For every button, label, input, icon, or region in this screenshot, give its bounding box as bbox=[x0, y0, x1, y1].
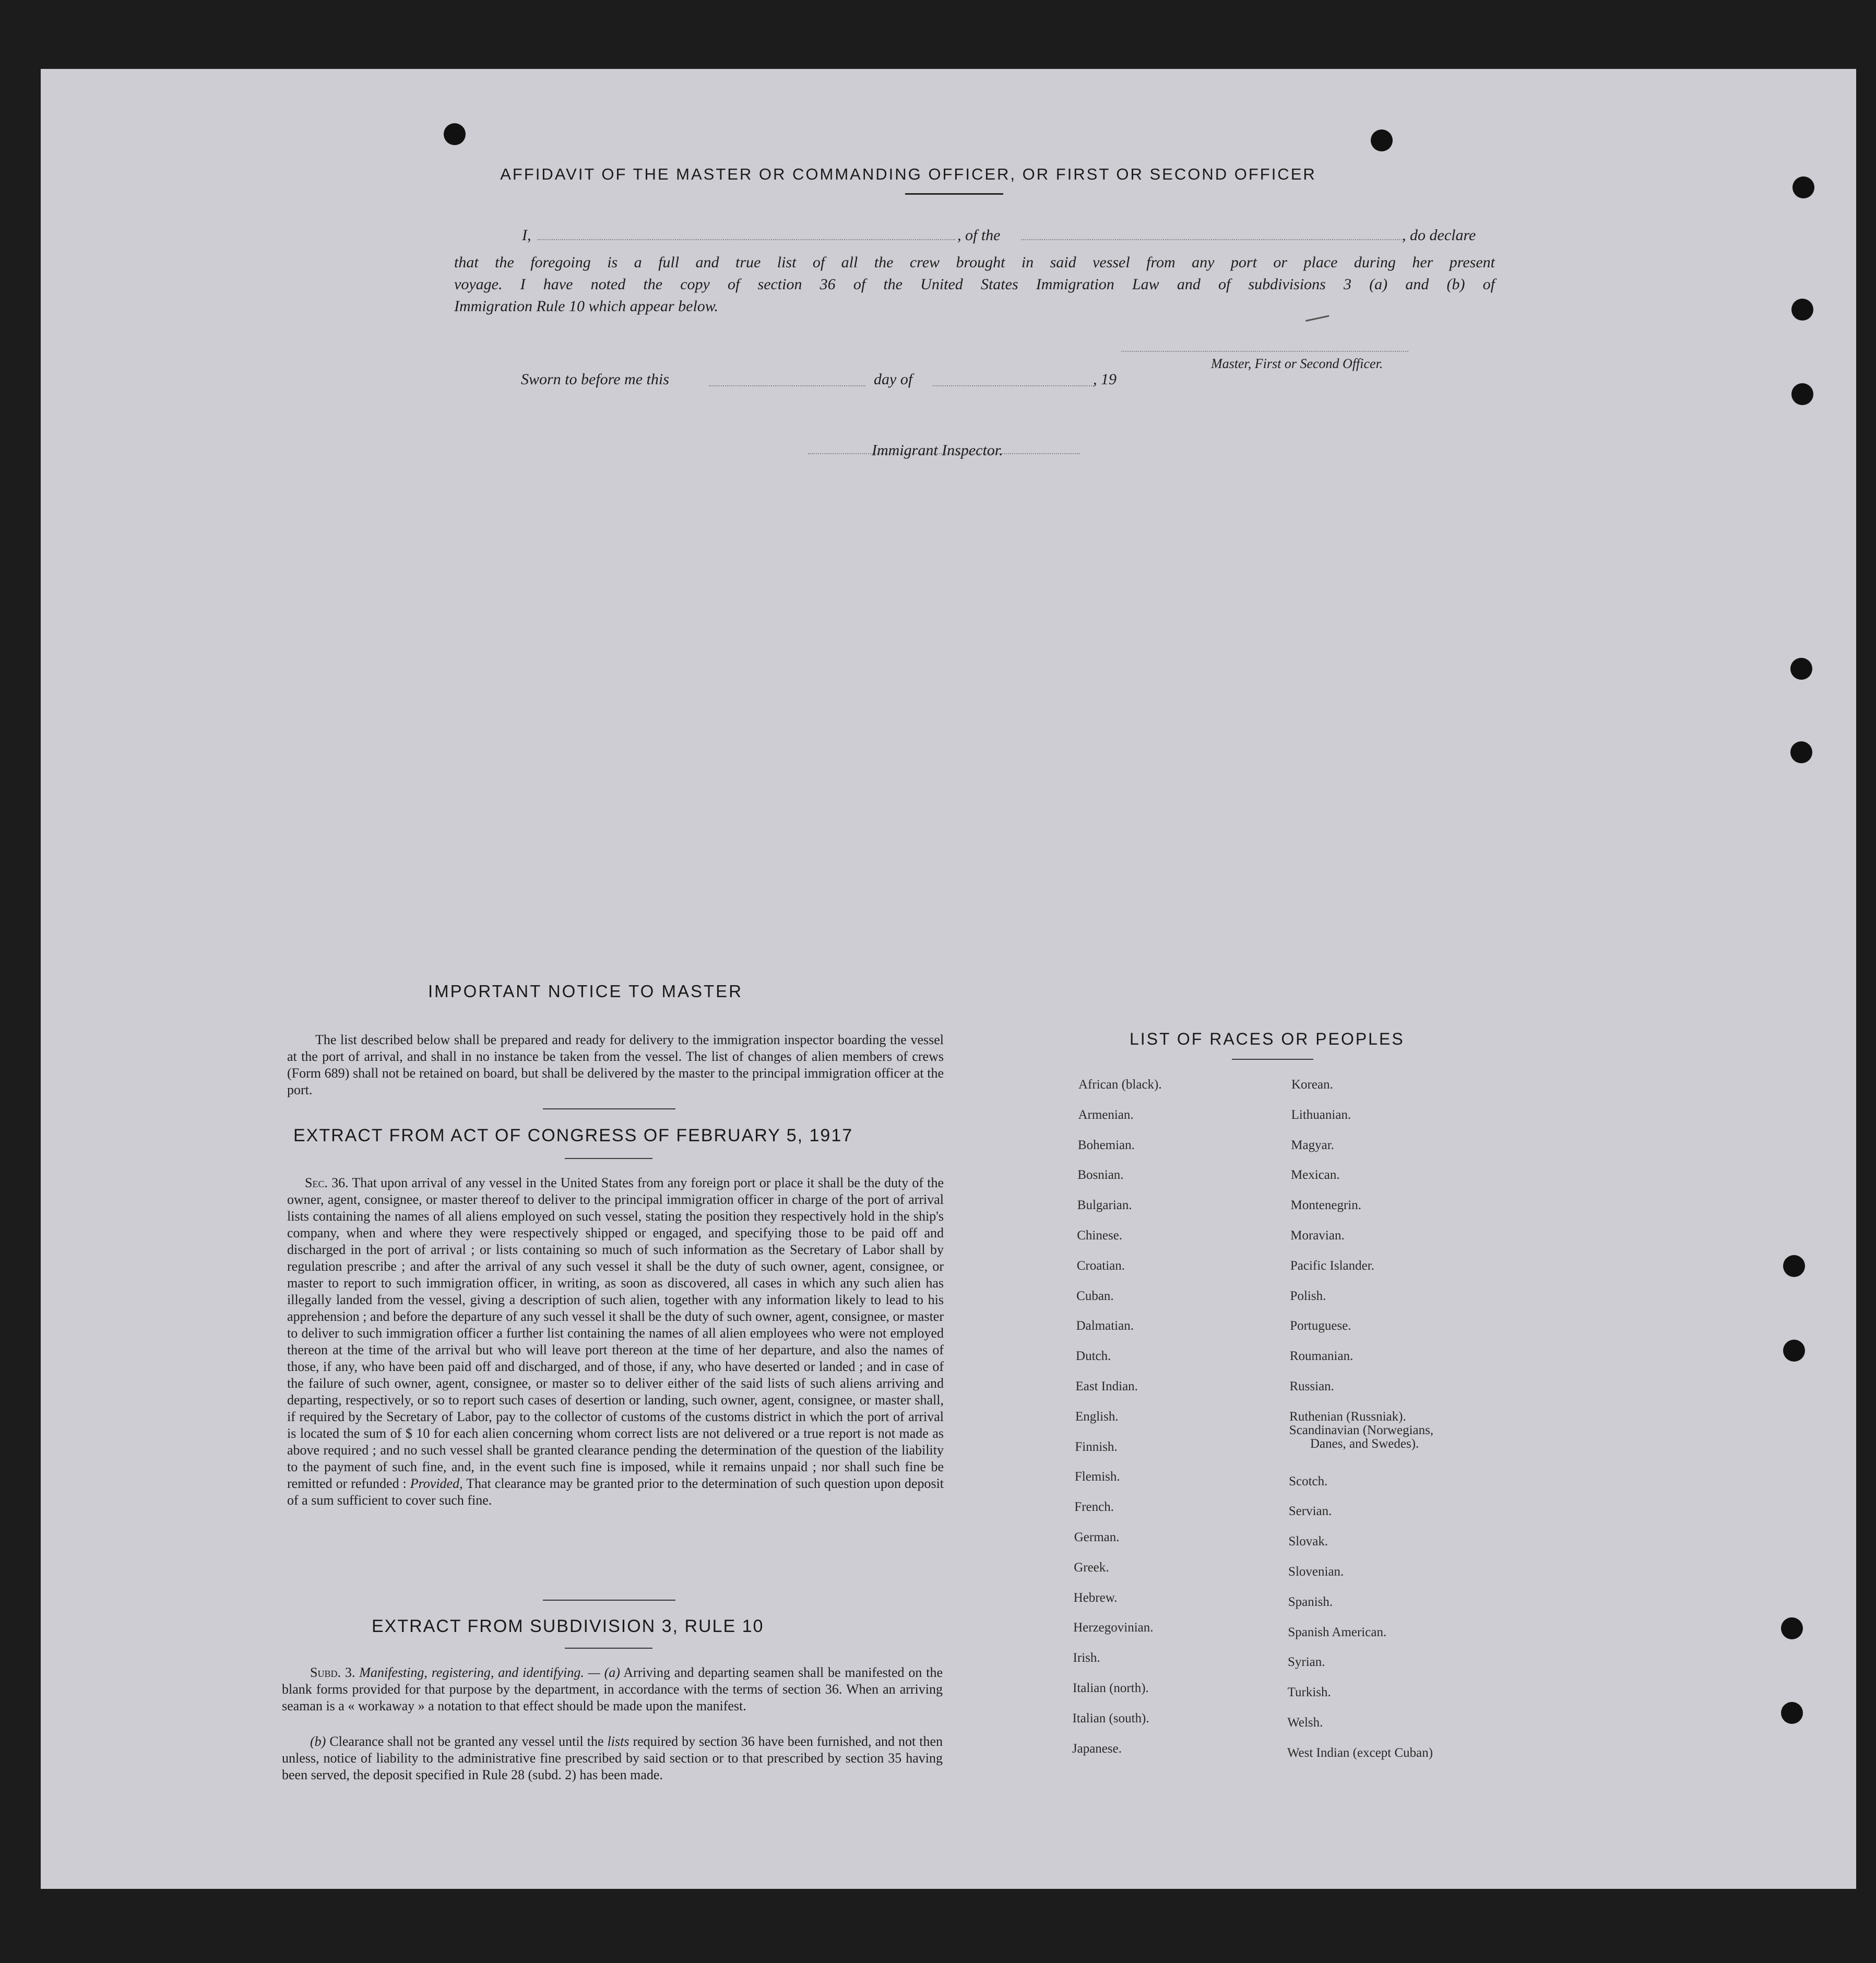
notice-text: The list described below shall be prepared and ready for delivery to the immigration inspector boarding the vessel at the port of arrival, and shall in no instance be taken from the vessel. The list of changes of alien members of crews (Form 689) shall not be retained on board, but shall be delivered by the master to the principal immigration officer at the port. bbox=[287, 1032, 944, 1097]
act-title: EXTRACT FROM ACT OF CONGRESS OF FEBRUARY 5, 1917 bbox=[293, 1126, 853, 1145]
punch-hole bbox=[1791, 383, 1813, 405]
race-item: East Indian. bbox=[1075, 1379, 1138, 1393]
sworn-day-of: day of bbox=[874, 371, 913, 388]
section-rule bbox=[543, 1108, 675, 1109]
race-item: Welsh. bbox=[1287, 1716, 1323, 1730]
race-item: Italian (south). bbox=[1072, 1711, 1149, 1725]
race-item: Herzegovinian. bbox=[1073, 1621, 1154, 1635]
race-item: Slovenian. bbox=[1288, 1565, 1344, 1579]
race-item: Cuban. bbox=[1076, 1288, 1114, 1303]
punch-hole bbox=[1781, 1702, 1803, 1724]
rule-subd-label: Subd. 3. bbox=[310, 1665, 355, 1680]
race-item: Syrian. bbox=[1288, 1655, 1325, 1670]
affidavit-body bbox=[454, 252, 1495, 317]
punch-hole bbox=[1790, 658, 1812, 680]
race-item: Montenegrin. bbox=[1290, 1198, 1361, 1213]
affidavit-title: AFFIDAVIT OF THE MASTER OR COMMANDING OFFICER, OR FIRST OR SECOND OFFICER bbox=[500, 165, 1316, 183]
affidavit-of-the: , of the bbox=[957, 227, 1001, 244]
punch-hole bbox=[1783, 1255, 1805, 1277]
race-item: Portuguese. bbox=[1290, 1319, 1351, 1333]
race-item: Ruthenian (Russniak). bbox=[1289, 1409, 1406, 1424]
punch-hole bbox=[1790, 741, 1812, 763]
race-item: Magyar. bbox=[1291, 1138, 1334, 1152]
punch-hole bbox=[1371, 129, 1393, 151]
inspector-caption: Immigrant Inspector. bbox=[872, 442, 1003, 459]
race-item: Dutch. bbox=[1076, 1349, 1111, 1364]
rule-b-label: (b) bbox=[310, 1734, 326, 1749]
race-item: Hebrew. bbox=[1073, 1590, 1118, 1605]
race-item: Greek. bbox=[1074, 1560, 1109, 1575]
rule-text-b bbox=[282, 1733, 943, 1783]
rule-b-text: required by section 36 have been furnished, and not then unless, notice of liability to the administrative fine prescribed by said section or to that prescribed by section 35 having been served, the deposit specified in Rule 28 (subd. 2) has been made. bbox=[282, 1734, 943, 1782]
race-item: Dalmatian. bbox=[1076, 1319, 1134, 1333]
race-item: Bohemian. bbox=[1077, 1138, 1135, 1152]
race-item: Flemish. bbox=[1074, 1470, 1120, 1484]
signature-blank[interactable] bbox=[1121, 351, 1408, 352]
race-item: German. bbox=[1074, 1530, 1120, 1544]
rule-title: EXTRACT FROM SUBDIVISION 3, RULE 10 bbox=[372, 1616, 764, 1636]
section-rule bbox=[565, 1648, 652, 1649]
rule-subd-title: Manifesting, registering, and identifying. bbox=[359, 1665, 584, 1680]
name-blank[interactable] bbox=[538, 239, 955, 240]
punch-hole bbox=[1783, 1340, 1805, 1362]
sworn-month-blank[interactable] bbox=[932, 385, 1094, 386]
race-item: Scotch. bbox=[1289, 1474, 1328, 1488]
rule-text-a bbox=[282, 1664, 943, 1714]
race-item: Danes, and Swedes). bbox=[1310, 1436, 1419, 1451]
race-item: Slovak. bbox=[1288, 1534, 1328, 1549]
race-item: Roumanian. bbox=[1289, 1349, 1353, 1364]
race-item: Polish. bbox=[1290, 1288, 1326, 1303]
pen-mark bbox=[1305, 315, 1333, 337]
race-item: Finnish. bbox=[1075, 1439, 1118, 1454]
section-rule bbox=[565, 1158, 652, 1159]
punch-hole bbox=[1792, 176, 1814, 198]
title-rule bbox=[905, 193, 1003, 195]
race-item: Russian. bbox=[1289, 1379, 1334, 1393]
race-item: Korean. bbox=[1291, 1078, 1333, 1092]
rule-b-text: Clearance shall not be granted any vessel until the bbox=[329, 1734, 604, 1749]
race-item: Chinese. bbox=[1077, 1228, 1123, 1243]
race-item: Lithuanian. bbox=[1291, 1107, 1351, 1122]
affidavit-line: voyage. I have noted the copy of section 36 of the United States Immigration Law and of subdivisions 3 (a) and (b) of bbox=[454, 276, 1495, 293]
race-item: Mexican. bbox=[1290, 1168, 1340, 1182]
race-item: Servian. bbox=[1288, 1504, 1332, 1519]
act-body: That upon arrival of any vessel in the United States from any foreign port or place it shall be the duty of the owner, agent, consignee, or master thereof to deliver to the principal immigration officer in charge of the port of arrival lists containing the names of all aliens employed on such vessel, stating the position they respectively hold in the ship's company, when and where they were respectively shipped or engaged, and specifying those to be paid off and discharged in the port of arrival ; or lists containing so much of such information as the Secretary of Labor shall by regulation prescribe ; and after the arrival of any such vessel it shall be the duty of such owner, agent, consignee, or master to report to such immigration officer, in writing, as soon as discovered, all cases in which any such alien has illegally landed from the vessel, giving a description of such alien, together with any information likely to lead to his apprehension ; and before the departure of any such vessel it shall be the duty of such owner, agent, consignee, or master to deliver to such immigration officer a further list containing the names of all alien employees who were not employed thereon at the time of the arrival but who will leave port thereon at the time of her departure, and also the names of those, if any, who have been paid off and discharged, and of those, if any, who have deserted or landed ; and in case of the failure of such owner, agent, consignee, or master so to deliver either of the said lists of such aliens arriving and departing, respectively, or so to report such cases of desertion or landing, such owner, agent, consignee, or master shall, if required by the Secretary of Labor, pay to the collector of customs of the customs district in which the port of arrival is located the sum of $ 10 for each alien concerning whom correct lists are not delivered or a true report is not made as above required ; and no such vessel shall be granted clearance pending the determination of the question of the liability to the payment of such fine, and, in the event such fine is imposed, while it remains unpaid ; nor shall such fine be remitted or refunded : bbox=[287, 1175, 944, 1491]
signature-caption: Master, First or Second Officer. bbox=[1211, 356, 1383, 371]
race-item: Spanish American. bbox=[1288, 1625, 1387, 1639]
race-item: French. bbox=[1074, 1500, 1114, 1515]
rule-a-text: Arriving and departing seamen shall be manifested on the blank forms provided for that purpose by the department, in accordance with the terms of section 36. When an arriving seaman is a « workaway » a notation to that effect should be made upon the manifest. bbox=[282, 1665, 943, 1713]
vessel-blank[interactable] bbox=[1021, 239, 1402, 240]
rule-a-label: — (a) bbox=[588, 1665, 620, 1680]
race-item: Turkish. bbox=[1287, 1685, 1331, 1700]
affidavit-line: that the foregoing is a full and true list of all the crew brought in said vessel from any port or place during her present bbox=[454, 254, 1495, 271]
races-title: LIST OF RACES OR PEOPLES bbox=[1130, 1030, 1405, 1048]
affidavit-line: Immigration Rule 10 which appear below. bbox=[454, 298, 719, 315]
act-body-end: That clearance may be granted prior to the determination of such question upon deposit of a sum sufficient to cover such fine. bbox=[287, 1476, 944, 1508]
punch-hole bbox=[444, 123, 466, 145]
race-item: West Indian (except Cuban) bbox=[1287, 1745, 1433, 1760]
race-item: Scandinavian (Norwegians, bbox=[1289, 1423, 1434, 1437]
affidavit-do-declare: , do declare bbox=[1402, 227, 1476, 244]
sworn-day-blank[interactable] bbox=[709, 385, 865, 386]
punch-hole bbox=[1781, 1617, 1803, 1639]
act-provided: Provided, bbox=[410, 1476, 463, 1491]
race-item: Spanish. bbox=[1288, 1594, 1333, 1609]
rule-b-lists: lists bbox=[607, 1734, 630, 1749]
punch-hole bbox=[1791, 299, 1813, 321]
race-item: Armenian. bbox=[1078, 1107, 1134, 1122]
race-item: Japanese. bbox=[1072, 1741, 1122, 1756]
section-rule bbox=[1232, 1059, 1313, 1060]
notice-title: IMPORTANT NOTICE TO MASTER bbox=[428, 982, 743, 1001]
race-item: Italian (north). bbox=[1073, 1681, 1149, 1695]
race-item: Pacific Islander. bbox=[1290, 1258, 1374, 1273]
race-item: English. bbox=[1075, 1409, 1119, 1424]
section-rule bbox=[543, 1600, 675, 1601]
affidavit-i: I, bbox=[522, 227, 531, 244]
sworn-prefix: Sworn to before me this bbox=[521, 371, 669, 388]
document-page bbox=[41, 69, 1856, 1889]
race-item: Bosnian. bbox=[1077, 1168, 1124, 1182]
act-sec-label: Sec. 36. bbox=[305, 1175, 349, 1190]
race-item: Croatian. bbox=[1076, 1258, 1125, 1273]
race-item: Irish. bbox=[1073, 1651, 1100, 1665]
sworn-year: , 19 bbox=[1093, 371, 1117, 388]
race-item: African (black). bbox=[1078, 1078, 1162, 1092]
act-text bbox=[287, 1175, 944, 1509]
race-item: Bulgarian. bbox=[1077, 1198, 1132, 1213]
race-item: Moravian. bbox=[1290, 1228, 1345, 1243]
